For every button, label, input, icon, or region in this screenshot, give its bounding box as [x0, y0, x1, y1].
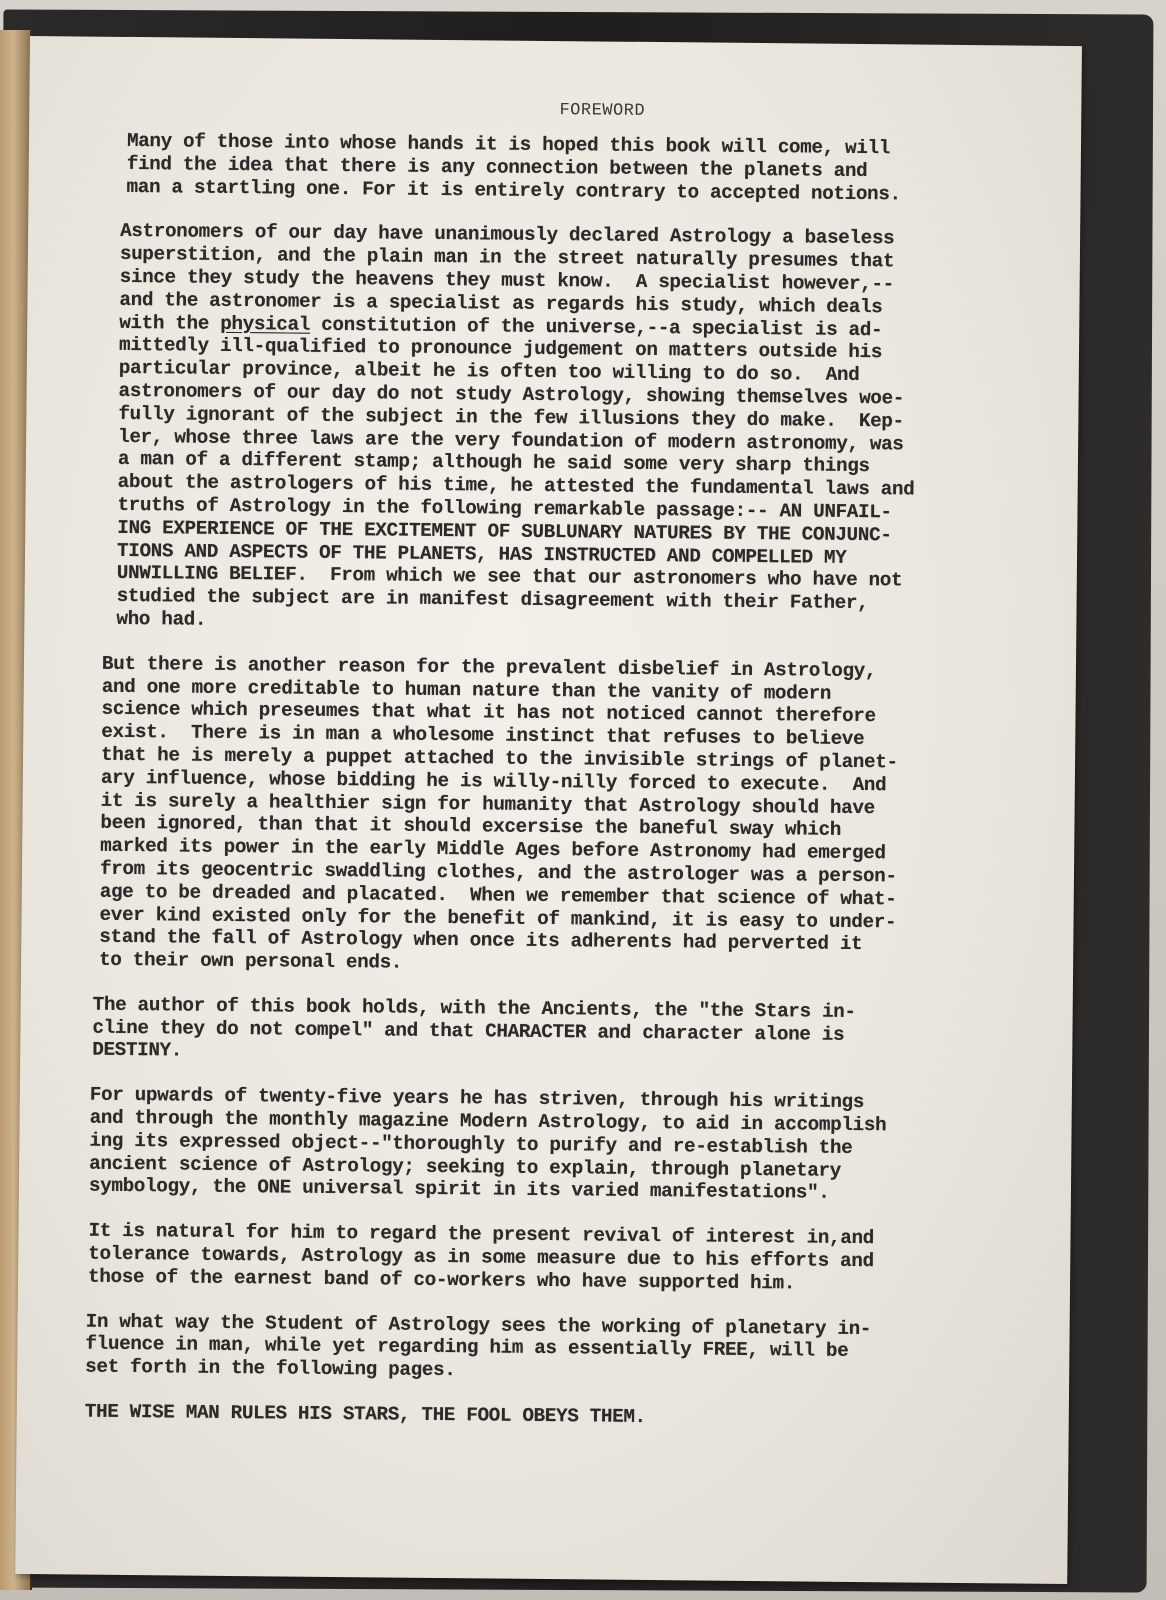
text-line: DESTINY. [92, 1039, 183, 1062]
text-line: it is surely a healthier sign for humanity that Astrology should have [100, 789, 875, 819]
text-line: studied the subject are in manifest disagreement with their Father, [116, 584, 869, 615]
text-line: about the astrologers of his time, he attested the fundamental laws and [117, 471, 915, 501]
text-line: those of the earnest band of co-workers who have supported him. [87, 1265, 796, 1295]
text-line: ary influence, whose bidding he is willy-nilly forced to execute. And [100, 766, 887, 796]
text-line: But there is another reason for the prevalent disbelief in Astrology, [101, 652, 877, 682]
text-line: who had. [116, 607, 207, 631]
paragraph [96, 130, 1067, 208]
text-line: age to be dreaded and placated. When we remember that science of what- [99, 880, 897, 911]
typewritten-page [15, 36, 1082, 1584]
text-line: Many of those into whose hands it is hoped this book will come, will [126, 129, 891, 160]
paragraph [88, 993, 1059, 1071]
page-content [84, 97, 1067, 1455]
text-line: set forth in the following pages. [85, 1355, 456, 1382]
text-line: with the physical constitution of the universe,--a specialist is ad- [119, 311, 883, 341]
text-line: ever kind existed only for the benefit of mankind, it is easy to under- [99, 903, 897, 933]
text-line: exist. There is in man a wholesome instinct that refuses to believe [101, 720, 865, 751]
text-line: symbology, the ONE universal spirit in its varied manifestations". [88, 1175, 830, 1205]
paragraph [85, 1310, 1056, 1388]
text-line: UNWILLING BELIEF. From which we see that our astronomers who have not [116, 562, 903, 592]
text-line: Astronomers of our day have unanimously declared Astrology a baseless [120, 220, 895, 250]
text-line: tolerance towards, Astrology as in some measure due to his efforts and [88, 1242, 874, 1273]
text-line: ler, whose three laws are the very foundation of modern astronomy, was [118, 425, 904, 455]
text-line: TIONS AND ASPECTS OF THE PLANETS, HAS INSTRUCTED AND COMPELLED MY [116, 539, 847, 569]
text-line: fully ignorant of the subject in the few illusions they do make. Kep- [118, 402, 904, 433]
text-line: a man of a different stamp; although he said some very sharp things [117, 448, 870, 478]
text-line: since they study the heavens they must know. A specialist however,-- [119, 265, 894, 296]
text-line: astronomers of our day do not study Astrology, showing themselves woe- [118, 379, 905, 410]
paragraph [87, 1084, 1058, 1207]
text-line: fluence in man, while yet regarding him as essentially FREE, will be [85, 1333, 849, 1363]
text-line: that he is merely a puppet attached to the invisible strings of planet- [100, 743, 898, 774]
text-line: It is natural for him to regard the present revival of interest in,and [88, 1219, 875, 1250]
text-line: For upwards of twenty-five years he has striven, through his writings [89, 1083, 865, 1114]
text-line: and one more creditable to human nature than the vanity of modern [101, 675, 832, 705]
text-line: ancient science of Astrology; seeking to explain, through planetary [89, 1152, 842, 1182]
text-line: from its geocentric swaddling clothes, and the astrologer was a person- [99, 857, 897, 888]
text-line: man a startling one. For it is entirely contrary to accepted notions. [126, 175, 901, 205]
text-line: stand the fall of Astrology when once its adherents had perverted it [99, 926, 863, 956]
text-line: THE WISE MAN RULES HIS STARS, THE FOOL OBEYS THEM. [84, 1400, 646, 1429]
text-line: particular province, albeit he is often too willing to do so. And [118, 357, 860, 387]
text-line: The author of this book holds, with the Ancients, the "the Stars in- [92, 993, 856, 1023]
text-line: been ignored, than that it should excersise the baneful sway which [100, 812, 842, 842]
page-heading: FOREWORD [559, 101, 646, 121]
text-line: ING EXPERIENCE OF THE EXCITEMENT OF SUBLUNARY NATURES BY THE CONJUNC- [117, 516, 892, 547]
text-line: and through the monthly magazine Modern Astrology, to aid in accomplish [89, 1106, 887, 1137]
text-line: science which preseumes that what it has not noticed cannot therefore [101, 698, 876, 728]
paragraph [86, 1220, 1057, 1298]
text-line: ing its expressed object--"thoroughly to purify and re-establish the [89, 1129, 853, 1159]
text-line: superstition, and the plain man in the street naturally presumes that [119, 243, 895, 273]
foreword-body [85, 130, 1067, 1433]
text-line: In what way the Student of Astrology sees the working of planetary in- [85, 1310, 872, 1340]
text-line: mittedly ill-qualified to pronounce judgement on matters outside his [118, 334, 883, 364]
text-line: cline they do not compel" and that CHARACTER and character alone is [92, 1016, 845, 1046]
text-line: to their own personal ends. [99, 948, 403, 974]
text-line: and the astronomer is a specialist as regards his study, which deals [119, 288, 883, 318]
text-line: find the idea that there is any connection between the planets and [126, 152, 868, 182]
paragraph [85, 1401, 1055, 1433]
paragraph [92, 220, 1066, 640]
text-line: marked its power in the early Middle Ages before Astronomy had emerged [100, 834, 886, 865]
paragraph [89, 652, 1062, 980]
text-line: truths of Astrology in the following remarkable passage:-- AN UNFAIL- [117, 493, 892, 524]
